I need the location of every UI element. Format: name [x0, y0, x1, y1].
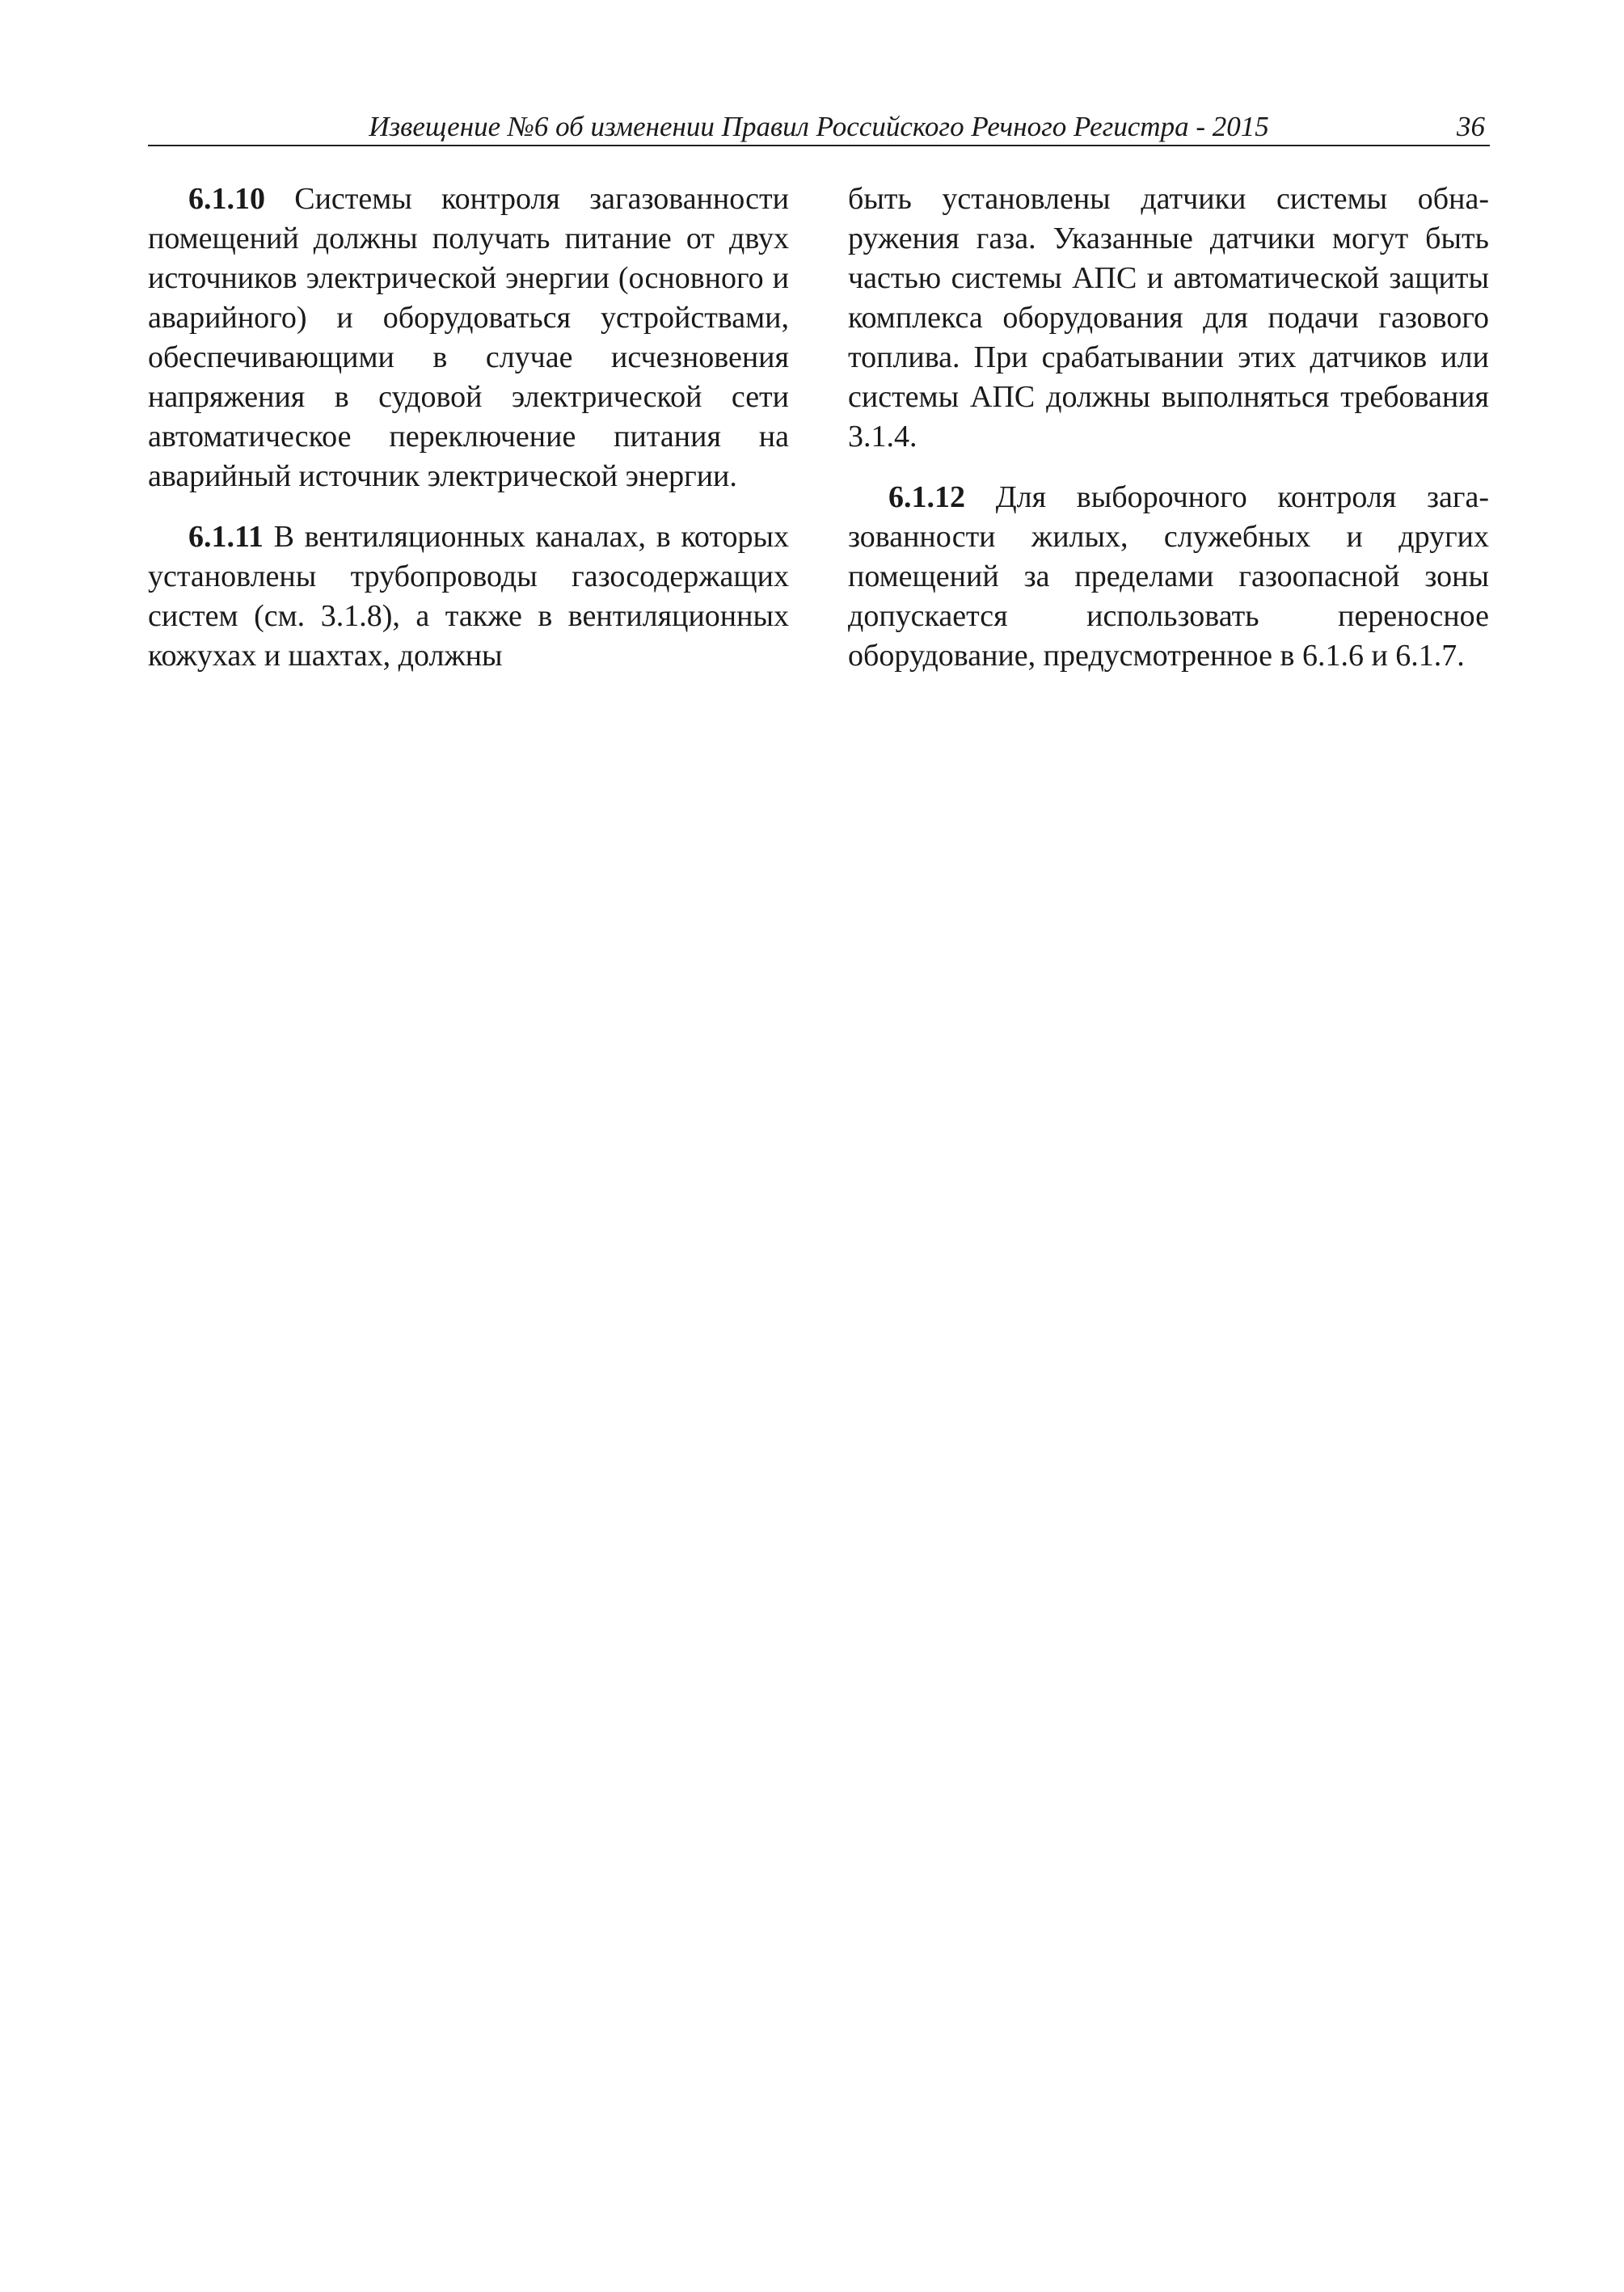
paragraph-text: Системы контроля загазованности помещений должны получать питание от двух источников электрической энергии (основного и аварийного) и оборудоваться устройствами, обеспечивающими в случае исчезновения напряжения в судовой электрической сети автоматическое переключение питания на аварийный источник электрической энергии. [148, 182, 789, 493]
paragraph-6-1-12 [848, 478, 1489, 676]
section-number: 6.1.11 [188, 520, 264, 554]
paragraph-text: В вентиляционных каналах, в которых установлены трубопроводы газосодержащих систем (см. 3.1.8), а также в вентиляционных кожухах и шахтах, должны [148, 520, 789, 673]
paragraph-text: быть установлены датчики системы обнаружения газа. Указанные датчики могут быть частью системы АПС и автоматической защиты комплекса оборудования для подачи газового топлива. При срабатывании этих датчиков или системы АПС должны выполняться требования 3.1.4. [848, 182, 1489, 454]
left-column [148, 179, 789, 697]
page-number: 36 [1457, 111, 1485, 142]
paragraph-text: Для выборочного контроля загазованности жилых, служебных и других помещений за пределами газоопасной зоны допускается использовать переносное оборудование, предусмотренное в 6.1.6 и 6.1.7. [848, 480, 1489, 673]
section-number: 6.1.10 [188, 182, 265, 216]
right-column [848, 179, 1489, 697]
section-number: 6.1.12 [888, 480, 965, 514]
header-title: Извещение №6 об изменении Правил Российского Речного Регистра - 2015 [369, 111, 1269, 142]
paragraph-6-1-11 [148, 517, 789, 676]
paragraph-6-1-10 [148, 179, 789, 496]
paragraph-6-1-11-continued [848, 179, 1489, 457]
running-header [148, 109, 1490, 146]
